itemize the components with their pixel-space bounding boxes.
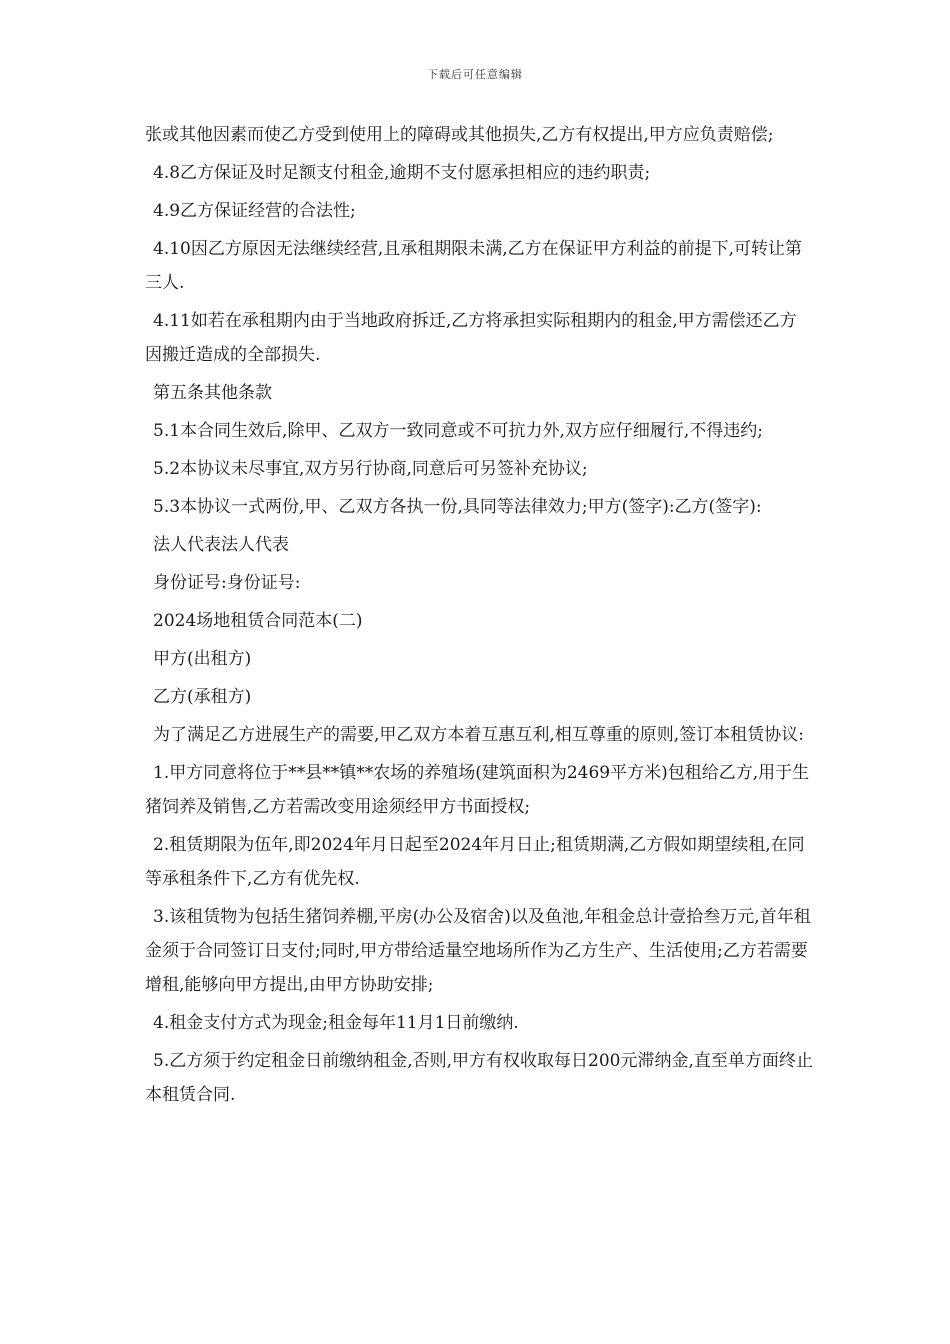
- document-paragraph: 法人代表法人代表: [153, 535, 289, 555]
- document-paragraph: 4.11如若在承租期内由于当地政府拆迁,乙方将承担实际租期内的租金,甲方需偿还乙方因搬迁造成的全部损失.: [145, 311, 797, 365]
- document-paragraph: 甲方(出租方): [153, 649, 252, 669]
- document-paragraph: 为了满足乙方进展生产的需要,甲乙双方本着互惠互利,相互尊重的原则,签订本租赁协议:: [153, 725, 804, 745]
- document-paragraph: 3.该租赁物为包括生猪饲养棚,平房(办公及宿舍)以及鱼池,年租金总计壹拾叁万元,首年租金须于合同签订日支付;同时,甲方带给适量空地场所作为乙方生产、生活使用;乙方若需要增租,能够向甲方提出,由甲方协助安排;: [145, 907, 811, 995]
- page-header-note: 下载后可任意编辑: [427, 68, 523, 81]
- document-paragraph: 5.乙方须于约定租金日前缴纳租金,否则,甲方有权收取每日200元滞纳金,直至单方面终止本租赁合同.: [145, 1051, 813, 1105]
- document-paragraph: 2024场地租赁合同范本(二): [153, 611, 363, 631]
- document-body: [145, 118, 813, 1116]
- document-paragraph: 4.9乙方保证经营的合法性;: [153, 201, 356, 221]
- document-paragraph: 5.2本协议未尽事宜,双方另行协商,同意后可另签补充协议;: [153, 459, 588, 479]
- document-paragraph: 2.租赁期限为伍年,即2024年月日起至2024年月日止;租赁期满,乙方假如期望续租,在同等承租条件下,乙方有优先权.: [145, 835, 805, 889]
- document-paragraph: 身份证号:身份证号:: [153, 573, 301, 593]
- document-paragraph: 5.3本协议一式两份,甲、乙双方各执一份,具同等法律效力;甲方(签字):乙方(签字):: [153, 497, 762, 517]
- document-paragraph: 张或其他因素而使乙方受到使用上的障碍或其他损失,乙方有权提出,甲方应负责赔偿;: [145, 125, 774, 145]
- document-paragraph: 1.甲方同意将位于**县**镇**农场的养殖场(建筑面积为2469平方米)包租给乙方,用于生猪饲养及销售,乙方若需改变用途须经甲方书面授权;: [145, 763, 810, 817]
- document-paragraph: 乙方(承租方): [153, 687, 252, 707]
- document-paragraph: 4.8乙方保证及时足额支付租金,逾期不支付愿承担相应的违约职责;: [153, 163, 651, 183]
- document-paragraph: 4.租金支付方式为现金;租金每年11月1日前缴纳.: [153, 1013, 519, 1033]
- document-paragraph: 5.1本合同生效后,除甲、乙双方一致同意或不可抗力外,双方应仔细履行,不得违约;: [153, 421, 763, 441]
- document-paragraph: 第五条其他条款: [153, 383, 272, 403]
- document-paragraph: 4.10因乙方原因无法继续经营,且承租期限未满,乙方在保证甲方利益的前提下,可转让第三人.: [145, 239, 803, 293]
